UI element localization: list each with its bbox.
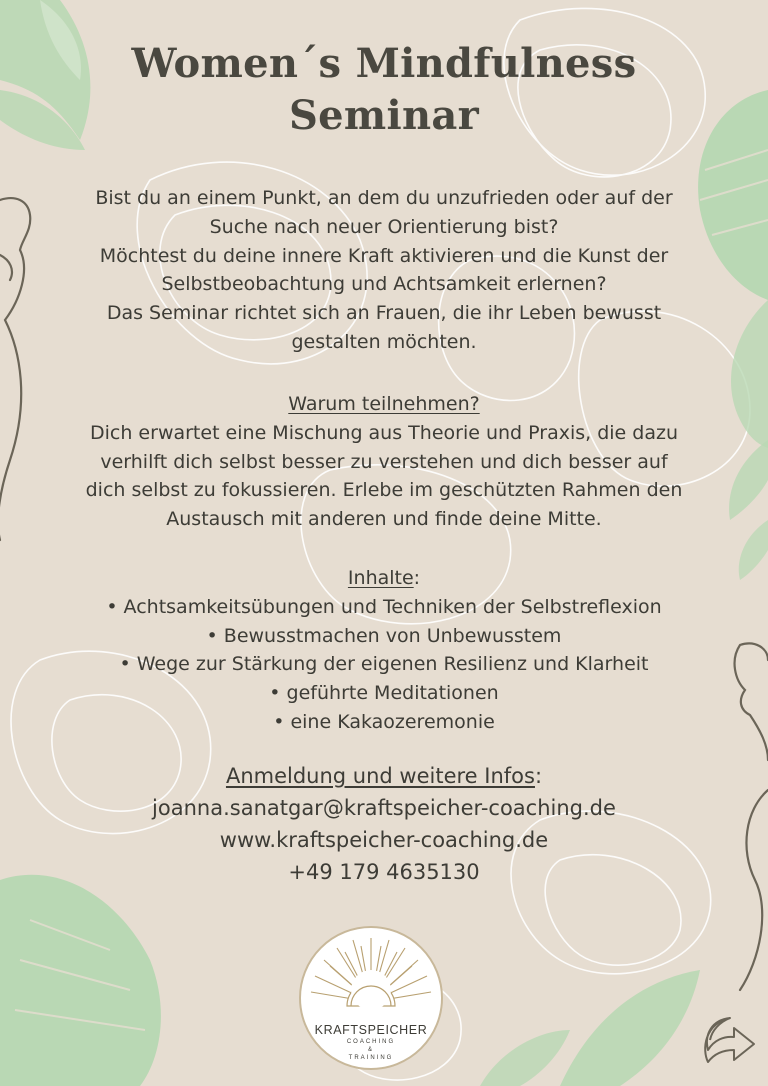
- title-line-1: Women´s Mindfulness: [131, 40, 637, 87]
- intro-line: Bist du an einem Punkt, an dem du unzufrieden oder auf der: [95, 187, 673, 209]
- why-heading: Warum teilnehmen?: [288, 393, 480, 415]
- contents-item: • eine Kakaozeremonie: [273, 710, 495, 733]
- contents-item: • Achtsamkeitsübungen und Techniken der Selbstreflexion: [106, 595, 662, 618]
- logo-sub-and: &: [367, 1047, 374, 1053]
- intro-line: Das Seminar richtet sich an Frauen, die ihr Leben bewusst: [106, 302, 662, 325]
- why-section: [40, 390, 728, 534]
- why-line: Dich erwartet eine Mischung aus Theorie und Praxis, die dazu: [90, 421, 678, 444]
- why-line: Austausch mit anderen und finde deine Mitte.: [166, 508, 602, 531]
- title-line-2: Seminar: [288, 92, 480, 139]
- logo-text: [297, 1022, 445, 1062]
- contact-heading: Anmeldung und weitere Infos: [225, 764, 535, 788]
- contents-item: • Bewusstmachen von Unbewusstem: [206, 624, 562, 647]
- contact-website[interactable]: www.kraftspeicher-coaching.de: [219, 828, 549, 852]
- curved-arrow-icon[interactable]: [700, 1010, 760, 1070]
- why-line: dich selbst zu fokussieren. Erlebe im geschützten Rahmen den: [85, 479, 683, 502]
- intro-line: Möchtest du deine innere Kraft aktivieren und die Kunst der: [99, 244, 669, 267]
- contents-colon: :: [413, 567, 421, 589]
- intro-text: [40, 184, 728, 357]
- intro-line: Selbstbeobachtung und Achtsamkeit erlernen?: [161, 273, 607, 296]
- logo-brand: KRAFTSPEICHER: [314, 1023, 428, 1037]
- contact-colon: :: [534, 764, 543, 788]
- page-title: [0, 38, 768, 142]
- contact-phone[interactable]: +49 179 4635130: [288, 860, 480, 884]
- intro-line: gestalten möchten.: [291, 330, 477, 353]
- why-line: verhilft dich selbst besser zu verstehen und dich besser auf: [100, 450, 668, 473]
- logo-sub-training: TRAINING: [348, 1055, 394, 1061]
- brand-logo: [297, 924, 445, 1072]
- contact-section: [40, 760, 728, 888]
- contents-section: [40, 564, 728, 737]
- contents-heading: Inhalte: [347, 567, 414, 589]
- logo-sub-coaching: COACHING: [346, 1039, 396, 1045]
- contents-item: • geführte Meditationen: [269, 682, 499, 705]
- contact-email[interactable]: joanna.sanatgar@kraftspeicher-coaching.de: [152, 796, 616, 820]
- intro-line: Suche nach neuer Orientierung bist?: [209, 215, 559, 238]
- contents-item: • Wege zur Stärkung der eigenen Resilienz und Klarheit: [119, 653, 649, 676]
